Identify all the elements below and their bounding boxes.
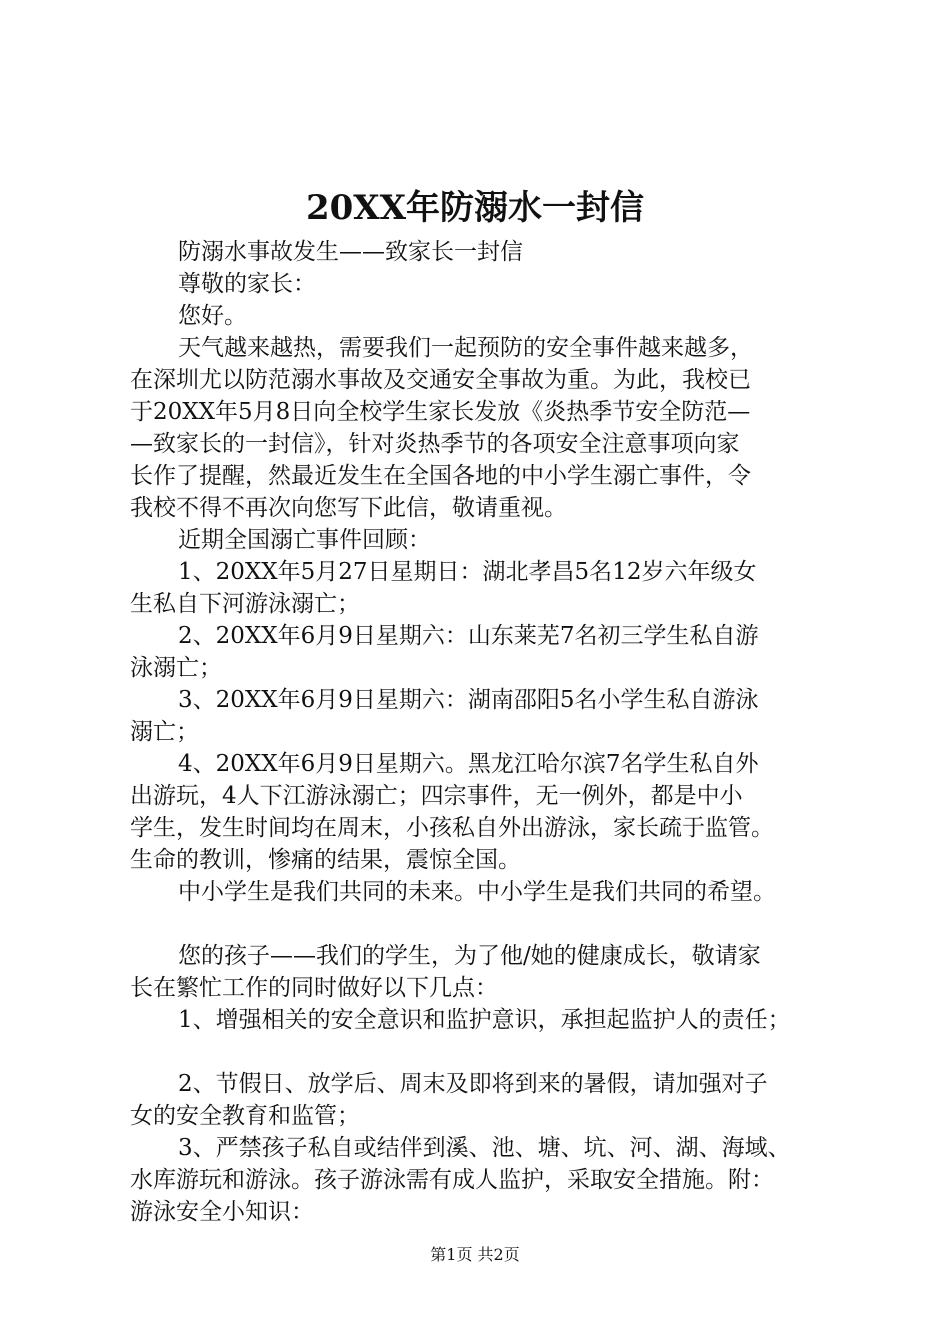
list-item-line: 游泳安全小知识： bbox=[130, 1199, 314, 1225]
list-item-line: 3、20XX年6月9日星期六：湖南邵阳5名小学生私自游泳 bbox=[178, 687, 759, 713]
subtitle-line: 防溺水事故发生——致家长一封信 bbox=[178, 239, 523, 265]
list-item-line: 出游玩，4人下江游泳溺亡；四宗事件，无一例外，都是中小 bbox=[130, 783, 743, 809]
paragraph-line: 于20XX年5月8日向全校学生家长发放《炎热季节安全防范— bbox=[130, 399, 751, 425]
paragraph-line: 长作了提醒，然最近发生在全国各地的中小学生溺亡事件，令 bbox=[130, 463, 751, 489]
list-item-line: 水库游玩和游泳。孩子游泳需有成人监护，采取安全措施。附： bbox=[130, 1167, 774, 1193]
list-item-line: 2、节假日、放学后、周末及即将到来的暑假，请加强对子 bbox=[178, 1071, 768, 1097]
list-item-line: 4、20XX年6月9日星期六。黑龙江哈尔滨7名学生私自外 bbox=[178, 751, 759, 777]
paragraph-line: 在深圳尤以防范溺水事故及交通安全事故为重。为此，我校已 bbox=[130, 367, 751, 393]
page-footer: 第1页 共2页 bbox=[430, 1245, 520, 1264]
paragraph-line: —致家长的一封信》，针对炎热季节的各项安全注意事项向家 bbox=[130, 431, 740, 457]
list-item-line: 女的安全教育和监管； bbox=[130, 1103, 360, 1129]
list-item-line: 3、严禁孩子私自或结伴到溪、池、塘、坑、河、湖、海域、 bbox=[178, 1135, 791, 1161]
blank-line bbox=[130, 908, 850, 940]
paragraph-line: 天气越来越热，需要我们一起预防的安全事件越来越多， bbox=[178, 335, 753, 361]
list-item-line: 生命的教训，惨痛的结果，震惊全国。 bbox=[130, 847, 521, 873]
paragraph-line: 您的孩子——我们的学生，为了他/她的健康成长，敬请家 bbox=[178, 943, 761, 969]
document-title: 20XX年防溺水一封信 bbox=[305, 188, 645, 228]
list-item-line: 1、20XX年5月27日星期日：湖北孝昌5名12岁六年级女 bbox=[178, 559, 757, 585]
list-item-line: 学生，发生时间均在周末，小孩私自外出游泳，家长疏于监管。 bbox=[130, 815, 774, 841]
blank-line bbox=[130, 1036, 850, 1068]
section-heading-line: 近期全国溺亡事件回顾： bbox=[178, 527, 431, 553]
paragraph-line: 中小学生是我们共同的未来。中小学生是我们共同的希望。 bbox=[178, 879, 776, 905]
list-item-line: 溺亡； bbox=[130, 719, 199, 745]
paragraph-line: 长在繁忙工作的同时做好以下几点： bbox=[130, 975, 498, 1001]
salutation-line: 尊敬的家长： bbox=[178, 271, 316, 297]
list-item-line: 2、20XX年6月9日星期六：山东莱芜7名初三学生私自游 bbox=[178, 623, 759, 649]
list-item-line: 生私自下河游泳溺亡； bbox=[130, 591, 360, 617]
greeting-line: 您好。 bbox=[178, 303, 247, 329]
paragraph-line: 我校不得不再次向您写下此信，敬请重视。 bbox=[130, 495, 567, 521]
list-item-line: 1、增强相关的安全意识和监护意识，承担起监护人的责任； bbox=[178, 1007, 791, 1033]
document-body bbox=[130, 236, 850, 1228]
list-item-line: 泳溺亡； bbox=[130, 655, 222, 681]
